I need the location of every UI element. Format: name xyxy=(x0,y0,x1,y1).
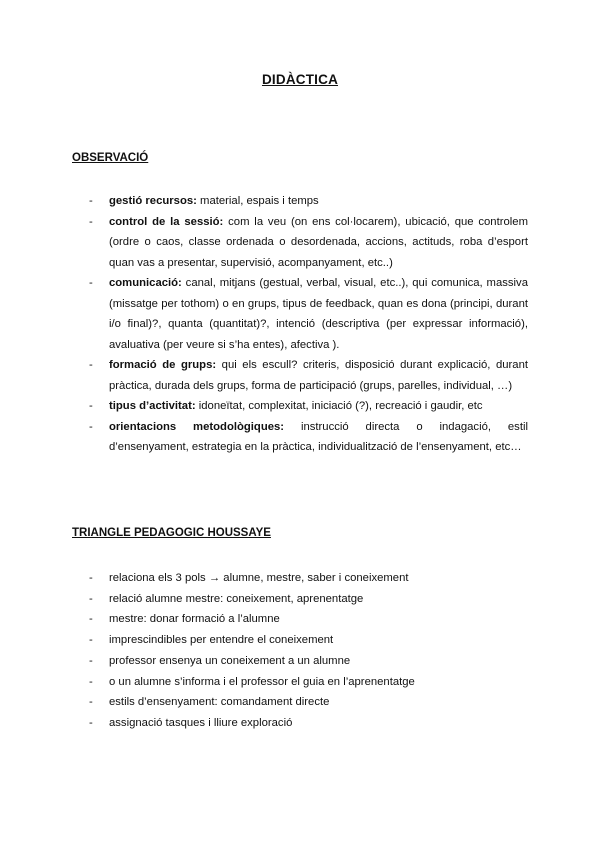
list-item xyxy=(72,672,528,693)
item-text: idoneïtat, complexitat, iniciació (?), recreació i gaudir, etc xyxy=(195,400,483,412)
bullet-dash: - xyxy=(89,215,93,228)
item-text: professor ensenya un coneixement a un alumne xyxy=(109,654,351,667)
list-item xyxy=(72,651,528,672)
item-text: imprescindibles per entendre el coneixement xyxy=(109,634,334,647)
item-text: qui els escull? criteris, disposició durant explicació, durant pràctica, durada dels grups, forma de participació (grups, parelles, individual, …) xyxy=(109,359,529,392)
item-text: mestre: donar formació a l’alumne xyxy=(109,613,280,626)
list-item xyxy=(72,355,528,396)
bullet-dash: - xyxy=(89,592,93,605)
list-item xyxy=(72,609,528,630)
section-heading-triangle: TRIANGLE PEDAGOGIC HOUSSAYE xyxy=(72,527,271,539)
list-item xyxy=(72,191,528,212)
item-term: formació de grups: xyxy=(109,359,217,371)
list-item xyxy=(72,713,528,734)
bullet-dash: - xyxy=(89,716,93,729)
list-item xyxy=(72,396,528,417)
bullet-dash: - xyxy=(89,654,93,667)
triangle-list xyxy=(72,568,528,734)
bullet-dash: - xyxy=(89,696,93,709)
list-item xyxy=(72,212,528,274)
bullet-dash: - xyxy=(89,572,93,584)
bullet-dash: - xyxy=(89,400,93,412)
list-item xyxy=(72,568,528,589)
bullet-dash: - xyxy=(89,613,93,626)
section-heading-observacio: OBSERVACIÓ xyxy=(72,152,149,164)
bullet-dash: - xyxy=(89,634,93,647)
bullet-dash: - xyxy=(89,420,93,433)
item-text: canal, mitjans (gestual, verbal, visual, etc..), qui comunica, massiva (missatge per tothom) o en grups, tipus de feedback, quan es dona (principi, durant i/o final)?, quanta (quantitat)?, intenció (descriptiva (per expressar informació), avaluativa (per veure si s’ha entes), afectiva ). xyxy=(109,277,528,351)
item-text: material, espais i temps xyxy=(196,195,319,207)
list-item xyxy=(72,273,528,355)
item-text: assignació tasques i lliure exploració xyxy=(109,716,293,729)
bullet-dash: - xyxy=(89,675,93,688)
item-text: o un alumne s’informa i el professor el guia en l’aprenentatge xyxy=(109,675,415,688)
observacio-list xyxy=(72,191,528,458)
bullet-dash: - xyxy=(89,359,93,371)
item-text: estils d’ensenyament: comandament directe xyxy=(109,696,330,709)
item-term: comunicació: xyxy=(109,277,182,289)
item-text: instrucció directa o indagació, estil d’ensenyament, estrategia en la pràctica, individualització de l’ensenyament, etc… xyxy=(109,420,528,453)
item-term: tipus d’activitat: xyxy=(109,400,196,412)
list-item xyxy=(72,692,528,713)
page-title: DIDÀCTICA xyxy=(261,72,339,87)
item-text: relació alumne mestre: coneixement, aprenentatge xyxy=(109,592,364,605)
bullet-dash: - xyxy=(89,277,93,289)
list-item xyxy=(72,589,528,610)
list-item xyxy=(72,630,528,651)
list-item xyxy=(72,417,528,458)
item-term: orientacions metodològiques: xyxy=(109,420,285,433)
item-text: com la veu (on ens col·locarem), ubicació, que controlem (ordre o caos, classe ordenada o desordenada, accions, actituds, roba d’esport quan vas a presentar, supervisió, acompanyament, etc..) xyxy=(109,215,528,269)
item-text: relaciona els 3 pols → alumne, mestre, saber i coneixement xyxy=(109,572,409,584)
item-term: gestió recursos: xyxy=(109,195,197,207)
bullet-dash: - xyxy=(89,195,93,207)
item-term: control de la sessió: xyxy=(109,215,224,228)
